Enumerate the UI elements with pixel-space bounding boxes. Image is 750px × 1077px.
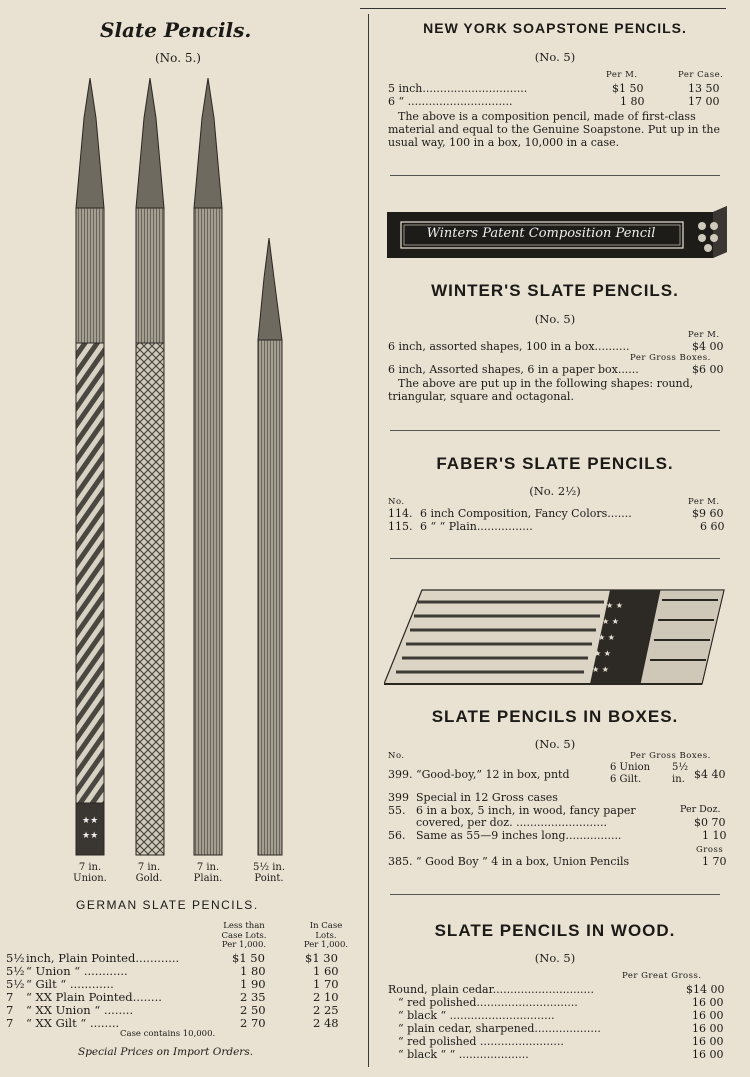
row-price: 1 10 — [702, 829, 727, 842]
german-row — [0, 990, 366, 1003]
row-price-m: 1 80 — [620, 95, 645, 108]
right-column — [380, 0, 730, 1077]
winters-title: WINTER'S SLATE PENCILS. — [431, 281, 679, 300]
winters-row — [388, 340, 730, 353]
winters-pencil-box-illustration — [387, 204, 729, 260]
row-price: $0 70 — [694, 816, 726, 829]
row-no: 56. — [388, 829, 406, 842]
slate-pencils-number: (No. 5.) — [155, 51, 201, 65]
header-line: Lots. — [315, 930, 337, 941]
faber-number: (No. 2½) — [529, 484, 581, 498]
winters-box-label: Winters Patent Composition Pencil — [426, 226, 656, 241]
header-no: No. — [388, 751, 405, 761]
pencil-name: Gold. — [135, 873, 163, 884]
header-per-m: Per M. — [688, 330, 720, 340]
boxes-title: SLATE PENCILS IN BOXES. — [431, 707, 679, 726]
row-less: 1 80 — [240, 964, 266, 978]
row-less: 1 90 — [240, 977, 266, 991]
row-desc: Same as 55—9 inches long................ — [416, 829, 622, 842]
row-desc: 6 inch, assorted shapes, 100 in a box.......... — [388, 340, 630, 353]
row-desc: “ XX Union “ ........ — [26, 1003, 134, 1017]
pencil-name: Point. — [254, 873, 284, 884]
boxes-row-55-cont — [388, 816, 730, 829]
header-line: Per 1,000. — [221, 940, 267, 950]
pencil-size: 5½ in. — [252, 862, 286, 873]
row-price-m: $1 50 — [612, 82, 644, 95]
row-size: 5½ — [6, 951, 25, 965]
svg-text:★ ★: ★ ★ — [606, 601, 623, 610]
german-row — [0, 1016, 366, 1029]
row-size: 7 — [6, 1003, 14, 1017]
pencil-caption-plain — [183, 862, 233, 884]
row-less: 2 50 — [240, 1003, 266, 1017]
row-desc: 6 “ .............................. — [388, 95, 513, 108]
pencil-size: 7 in. — [196, 862, 220, 873]
row-no: 399 — [388, 791, 409, 804]
row-desc: 6 inch, Assorted shapes, 6 in a paper box...... — [388, 363, 639, 376]
svg-text:★ ★: ★ ★ — [598, 633, 615, 642]
header-per-doz: Per Doz. — [680, 804, 721, 815]
soapstone-title: NEW YORK SOAPSTONE PENCILS. — [423, 20, 687, 36]
header-per-m: Per M. — [688, 497, 720, 507]
divider — [390, 430, 720, 431]
row-desc: “ red polished ........................ — [398, 1035, 564, 1048]
pencil-gold — [136, 78, 164, 855]
divider — [390, 558, 720, 559]
row-size: 5½ — [672, 762, 689, 773]
slate-pencils-title: Slate Pencils. — [100, 18, 252, 42]
divider — [390, 175, 720, 176]
header-line: Less than — [223, 921, 265, 931]
boxes-row-56 — [388, 829, 730, 842]
header-per-gross: Per Gross Boxes. — [630, 353, 711, 363]
row-size: 5½ — [6, 964, 25, 978]
soapstone-row — [388, 82, 730, 95]
row-no: 385. — [388, 855, 413, 868]
row-price: 16 00 — [692, 996, 724, 1009]
case-note: Case contains 10,000. — [120, 1029, 216, 1039]
pencil-caption-union — [65, 862, 115, 884]
row-desc: 6 inch Composition, Fancy Colors....... — [420, 507, 632, 520]
row-desc: “ XX Gilt “ ........ — [26, 1016, 120, 1030]
row-less: 2 35 — [240, 990, 266, 1004]
pencil-point — [258, 238, 282, 855]
row-size: in. — [672, 774, 685, 785]
soapstone-text: The above is a composition pencil, made of first-class material and equal to the Genuine Soapstone. Put up in the usual way, 100 in a box, 10,000 in a case. — [388, 110, 720, 149]
pencil-size: 7 in. — [137, 862, 161, 873]
row-desc: “ Union “ ............ — [26, 964, 128, 978]
row-price: $6 00 — [692, 363, 724, 376]
row-size: 7 — [6, 990, 14, 1004]
row-no: 399. — [388, 768, 413, 781]
header-gross: Gross — [696, 845, 724, 855]
german-row — [0, 1003, 366, 1016]
wood-number: (No. 5) — [534, 951, 576, 965]
faber-row — [388, 520, 730, 533]
row-desc: Round, plain cedar............................. — [388, 983, 595, 996]
wood-title: SLATE PENCILS IN WOOD. — [434, 921, 676, 940]
row-desc: 5 inch.............................. — [388, 82, 528, 95]
row-price-case: 17 00 — [688, 95, 720, 108]
row-case: 2 48 — [313, 1016, 339, 1030]
row-price: 6 60 — [700, 520, 725, 533]
svg-text:★ ★: ★ ★ — [602, 617, 619, 626]
row-price: 16 00 — [692, 1048, 724, 1061]
flag-pencil-box-illustration — [384, 586, 726, 692]
row-price: 16 00 — [692, 1035, 724, 1048]
row-desc: “ black “ .............................. — [398, 1009, 555, 1022]
svg-text:★★: ★★ — [82, 831, 99, 841]
row-desc: “ plain cedar, sharpened................... — [398, 1022, 601, 1035]
row-price: 16 00 — [692, 1009, 724, 1022]
wood-row — [388, 983, 730, 996]
left-column — [0, 0, 366, 1077]
svg-text:★ ★: ★ ★ — [594, 649, 611, 658]
pencil-union — [76, 78, 104, 855]
row-case: 1 70 — [313, 977, 339, 991]
wood-row — [388, 1048, 730, 1061]
row-price: $4 00 — [692, 340, 724, 353]
svg-text:★★: ★★ — [82, 816, 99, 826]
row-no: 114. — [388, 507, 413, 520]
row-no: 55. — [388, 804, 406, 817]
special-prices-note: Special Prices on Import Orders. — [78, 1046, 254, 1058]
soapstone-row — [388, 95, 730, 108]
faber-row — [388, 507, 730, 520]
header-per-great-gross: Per Great Gross. — [622, 971, 702, 981]
row-less: $1 50 — [232, 951, 265, 965]
pencil-caption-point — [244, 862, 294, 884]
winters-number: (No. 5) — [534, 312, 576, 326]
header-per-m: Per M. — [606, 70, 638, 80]
row-desc: Special in 12 Gross cases — [416, 791, 558, 804]
svg-text:★ ★: ★ ★ — [592, 665, 609, 674]
header-less-than-case — [212, 922, 276, 951]
german-row — [0, 964, 366, 977]
row-desc: inch, Plain Pointed............ — [26, 951, 180, 965]
row-price-case: 13 50 — [688, 82, 720, 95]
boxes-row-399-special — [388, 791, 730, 804]
row-option: 6 Union — [610, 762, 651, 773]
header-per-gross: Per Gross Boxes. — [630, 751, 711, 761]
pencil-size: 7 in. — [78, 862, 102, 873]
pencil-plain — [194, 78, 222, 855]
row-desc: “ Good Boy ” 4 in a box, Union Pencils — [416, 855, 630, 868]
german-row — [0, 951, 366, 964]
row-desc: 6 “ “ Plain................ — [420, 520, 533, 533]
row-desc: “ XX Plain Pointed........ — [26, 990, 162, 1004]
row-desc: 6 in a box, 5 inch, in wood, fancy paper — [416, 804, 636, 817]
wood-row — [388, 996, 730, 1009]
header-no: No. — [388, 497, 405, 507]
row-desc: “ Gilt “ ............ — [26, 977, 114, 991]
soapstone-number: (No. 5) — [534, 50, 576, 64]
header-line: Case Lots. — [221, 930, 267, 941]
header-in-case — [296, 922, 356, 951]
row-price: $14 00 — [686, 983, 725, 996]
boxes-number: (No. 5) — [534, 737, 576, 751]
row-desc: “ black “ “ .................... — [398, 1048, 529, 1061]
row-case: 2 25 — [313, 1003, 339, 1017]
row-desc: “ red polished............................. — [398, 996, 578, 1009]
header-line: Per 1,000. — [303, 940, 349, 950]
row-size: 7 — [6, 1016, 14, 1030]
winters-text: The above are put up in the following shapes: round, triangular, square and octagonal. — [388, 377, 694, 403]
row-case: 2 10 — [313, 990, 339, 1004]
row-desc: “Good-boy,” 12 in box, pntd — [416, 768, 570, 781]
row-size: 5½ — [6, 977, 25, 991]
row-case: 1 60 — [313, 964, 339, 978]
row-less: 2 70 — [240, 1016, 266, 1030]
boxes-row-385 — [388, 855, 730, 868]
row-no: 115. — [388, 520, 413, 533]
pencil-name: Union. — [73, 873, 107, 884]
row-desc: covered, per doz. .......................... — [416, 816, 607, 829]
pencil-caption-gold — [124, 862, 174, 884]
column-divider — [368, 14, 369, 1067]
slate-pencils-illustration — [60, 78, 300, 858]
row-price: 16 00 — [692, 1022, 724, 1035]
boxes-row-399 — [388, 762, 730, 785]
row-price: $9 60 — [692, 507, 724, 520]
wood-row — [388, 1022, 730, 1035]
header-per-case: Per Case. — [678, 70, 724, 80]
row-price: $4 40 — [694, 768, 726, 781]
wood-row — [388, 1009, 730, 1022]
pencil-name: Plain. — [193, 873, 223, 884]
row-price: 1 70 — [702, 855, 727, 868]
wood-row — [388, 1035, 730, 1048]
divider — [390, 894, 720, 895]
faber-title: FABER'S SLATE PENCILS. — [436, 454, 674, 473]
german-pencils-title: GERMAN SLATE PENCILS. — [76, 898, 259, 912]
winters-row — [388, 363, 730, 376]
german-row — [0, 977, 366, 990]
row-case: $1 30 — [305, 951, 338, 965]
row-option: 6 Gilt. — [610, 774, 642, 785]
header-line: In Case — [309, 921, 343, 931]
